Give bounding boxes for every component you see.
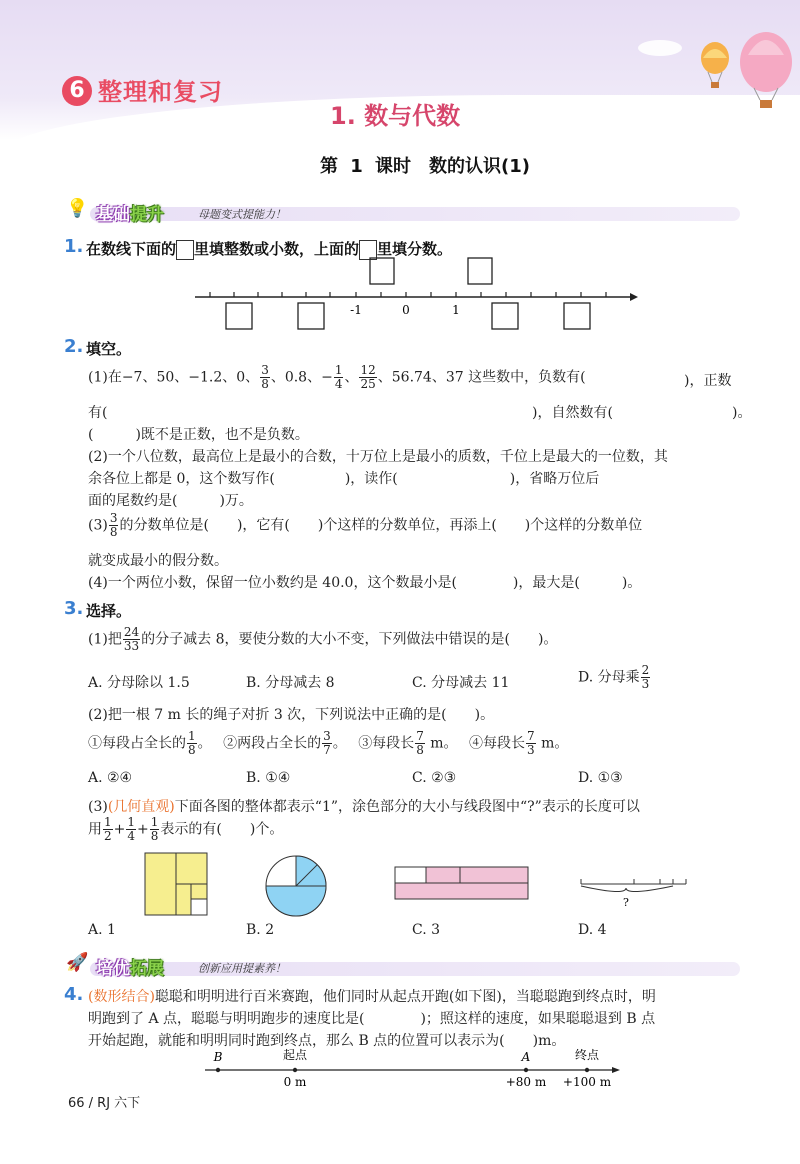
question-number: 2. bbox=[64, 336, 84, 357]
option-d: D. 分母乘 $\frac{2}{3}$ bbox=[578, 663, 650, 691]
bar-figure bbox=[394, 866, 530, 902]
section-bar-extend-fill bbox=[90, 962, 740, 976]
choice-a: A. ②④ bbox=[88, 770, 133, 786]
end-label: 终点 bbox=[574, 1048, 600, 1062]
race-number-line bbox=[200, 1046, 630, 1090]
q3-part-2: (2)把一根 7 m 长的绳子对折 3 次，下列说法中正确的是( )。 bbox=[88, 707, 495, 723]
tick-label: 1 bbox=[452, 303, 460, 317]
q2-line-2a: 有( bbox=[88, 405, 108, 421]
tick-label: 0 bbox=[402, 303, 410, 317]
question-number: 1. bbox=[64, 236, 84, 257]
lightbulb-icon: 💡 bbox=[66, 198, 89, 219]
q2-line-5: 余各位上都是 0，这个数写作( )，读作( )，省略万位后 bbox=[88, 471, 600, 487]
choice-c: C. ②③ bbox=[412, 770, 457, 786]
section-title-basic: 基础提升 bbox=[96, 205, 164, 225]
point-a-label: A bbox=[521, 1050, 531, 1064]
choice-b: B. ①④ bbox=[246, 770, 291, 786]
unit-title: 1. 数与代数 bbox=[330, 102, 461, 130]
q3-part-3-line-2: 用 $\frac{1}{2}$ + $\frac{1}{4}$ + $\frac{1}{8}$ 表示的有( )个。 bbox=[88, 815, 284, 843]
q3-part-3-line-1: (3)(几何直观)下面各图的整体都表示“1”，涂色部分的大小与线段图中“?”表示的长度可以 bbox=[88, 799, 640, 815]
q2-line-9: (4)一个两位小数，保留一位小数约是 40.0，这个数最小是( )，最大是( )。 bbox=[88, 575, 642, 591]
q2-line-1-end: )，正数 bbox=[684, 373, 732, 389]
q3-part-1: (1)把 $\frac{24}{33}$ 的分子减去 8，要使分数的大小不变，下列做法中错误的是( )。 bbox=[88, 625, 558, 653]
eighty-label: +80 m bbox=[505, 1075, 547, 1089]
choice-a: A. 1 bbox=[88, 922, 116, 938]
hundred-label: +100 m bbox=[562, 1075, 612, 1089]
page-footer: 66 / RJ 六下 bbox=[68, 1096, 141, 1111]
segment-question-mark: ? bbox=[623, 896, 629, 909]
start-label: 起点 bbox=[282, 1048, 308, 1062]
q2-line-8: 就变成最小的假分数。 bbox=[88, 553, 228, 569]
q2-line-2c: )。 bbox=[732, 405, 752, 421]
q2-line-2b: )，自然数有( bbox=[532, 405, 613, 421]
section-subtitle-basic: 母题变式提能力！ bbox=[198, 208, 286, 221]
chapter-title: 整理和复习 bbox=[98, 78, 223, 106]
option-b: B. 分母减去 8 bbox=[246, 675, 335, 691]
zero-label: 0 m bbox=[283, 1075, 307, 1089]
point-b-label: B bbox=[213, 1050, 223, 1064]
choice-d: D. 4 bbox=[578, 922, 607, 938]
square-figure bbox=[144, 852, 208, 916]
question-number: 3. bbox=[64, 598, 84, 619]
segment-figure bbox=[578, 874, 690, 910]
chapter-number: 6 bbox=[62, 76, 92, 106]
choice-c: C. 3 bbox=[412, 922, 441, 938]
q2-line-1: (1)在−7、50、−1.2、0、 $\frac{3}{8}$ 、0.8、− $\frac{1}{4}$ 、 $\frac{12}{25}$ 、56.74、37 这些数中，负数有( bbox=[88, 363, 586, 391]
q4-line-2: 明跑到了 A 点，聪聪与明明跑步的速度比是( )；照这样的速度，如果聪聪退到 B 点 bbox=[88, 1011, 656, 1027]
section-title-extend: 培优拓展 bbox=[96, 959, 164, 979]
option-a: A. 分母除以 1.5 bbox=[88, 675, 190, 691]
section-subtitle-extend: 创新应用提素养！ bbox=[198, 962, 286, 975]
question-2-title: 填空。 bbox=[86, 340, 132, 358]
option-c: C. 分母减去 11 bbox=[412, 675, 510, 691]
q2-line-7: (3) $\frac{3}{8}$ 的分数单位是( )，它有( )个这样的分数单位，再添上( )个这样的分数单位 bbox=[88, 511, 643, 539]
q3-statements: ①每段占全长的 $\frac{1}{8}$ 。 ②两段占全长的 $\frac{3}{7}$ 。 ③每段长 $\frac{7}{8}$ m。 ④每段长 $\frac{7}{3}$ m。 bbox=[88, 729, 569, 757]
q2-line-3: ( )既不是正数，也不是负数。 bbox=[88, 427, 309, 443]
q2-line-6: 面的尾数约是( )万。 bbox=[88, 493, 253, 509]
question-1-text: 在数线下面的 里填整数或小数，上面的 里填分数。 bbox=[86, 240, 453, 258]
number-line bbox=[190, 255, 640, 335]
q4-line-1: (数形结合)聪聪和明明进行百米赛跑，他们同时从起点开跑(如下图)，当聪聪跑到终点时，明 bbox=[88, 989, 656, 1005]
question-3-title: 选择。 bbox=[86, 602, 132, 620]
lesson-title: 第 1 课时 数的认识(1) bbox=[320, 156, 531, 177]
q4-line-3: 开始起跑，就能和明明同时跑到终点，那么 B 点的位置可以表示为( )m。 bbox=[88, 1033, 566, 1049]
q2-line-4: (2)一个八位数，最高位上是最小的合数，十万位上是最小的质数，千位上是最大的一位数，其 bbox=[88, 449, 668, 465]
section-bar-basic bbox=[90, 207, 740, 221]
choice-b: B. 2 bbox=[246, 922, 275, 938]
pie-figure bbox=[264, 854, 328, 918]
tick-label: -1 bbox=[350, 303, 362, 317]
choice-d: D. ①③ bbox=[578, 770, 623, 786]
question-number: 4. bbox=[64, 984, 84, 1005]
rocket-icon: 🚀 bbox=[66, 952, 89, 973]
balloons-icon bbox=[630, 20, 800, 110]
